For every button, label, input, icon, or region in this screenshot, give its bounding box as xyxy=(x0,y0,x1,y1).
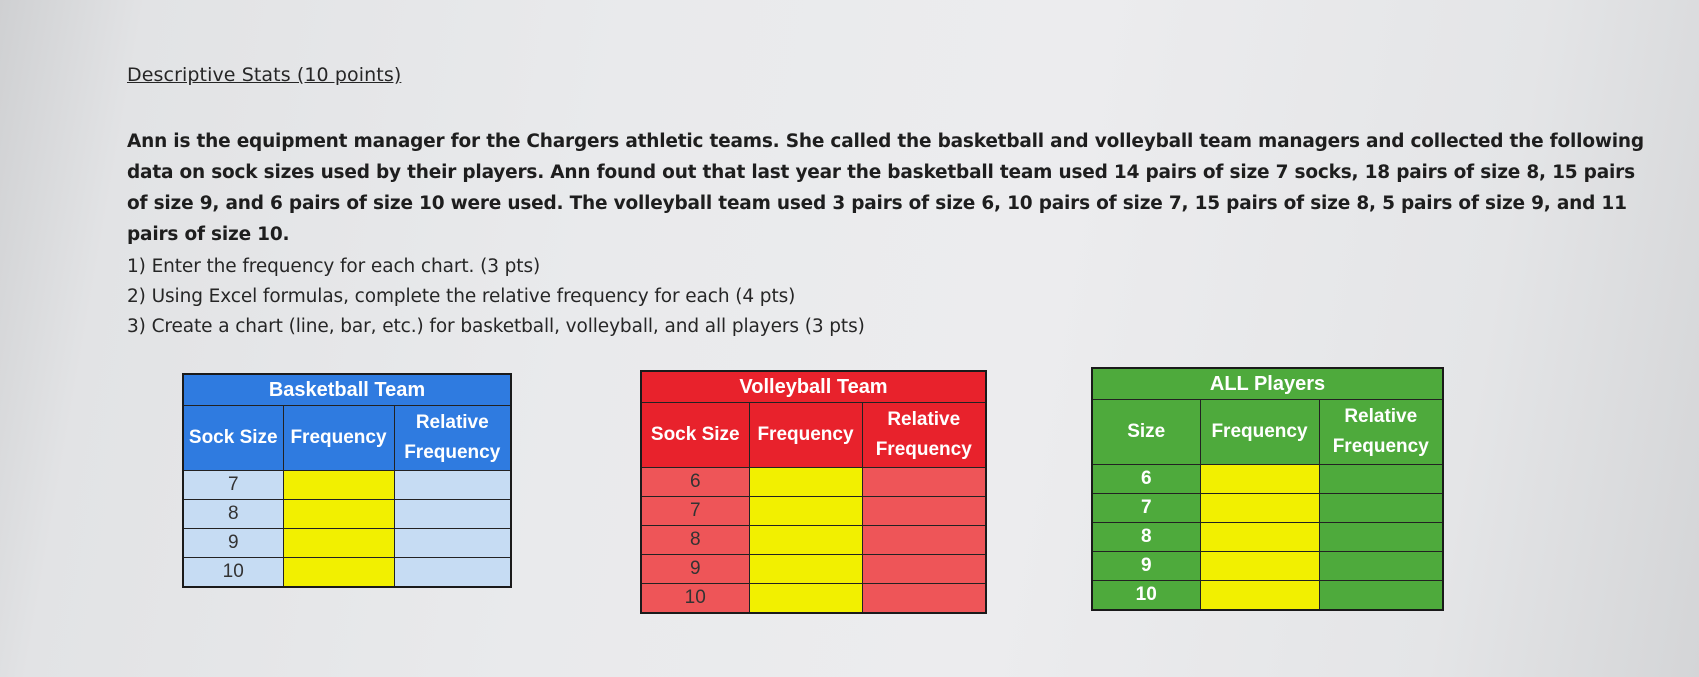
all-players-table xyxy=(1091,367,1444,611)
col-header-frequency: Frequency xyxy=(1200,400,1319,465)
table-row xyxy=(641,584,986,614)
size-cell: 8 xyxy=(183,500,283,529)
col-header-sock-size: Sock Size xyxy=(183,406,283,471)
relative-frequency-cell[interactable] xyxy=(1319,494,1443,523)
frequency-cell[interactable] xyxy=(749,468,862,497)
relative-frequency-cell[interactable] xyxy=(862,468,986,497)
size-cell: 10 xyxy=(183,558,283,588)
table-row xyxy=(1092,494,1443,523)
frequency-cell[interactable] xyxy=(1200,581,1319,611)
size-cell: 6 xyxy=(641,468,749,497)
table-row xyxy=(183,529,511,558)
frequency-cell[interactable] xyxy=(283,500,394,529)
col-header-frequency: Frequency xyxy=(283,406,394,471)
frequency-cell[interactable] xyxy=(1200,494,1319,523)
col-header-relative-frequency xyxy=(1319,400,1443,465)
size-cell: 6 xyxy=(1092,465,1200,494)
table-row xyxy=(641,555,986,584)
header-line: Relative xyxy=(415,412,489,433)
frequency-cell[interactable] xyxy=(749,497,862,526)
col-header-size: Size xyxy=(1092,400,1200,465)
table-title: Basketball Team xyxy=(183,374,511,406)
size-cell: 7 xyxy=(1092,494,1200,523)
size-cell: 9 xyxy=(1092,552,1200,581)
page-heading: Descriptive Stats (10 points) xyxy=(127,64,402,86)
frequency-cell[interactable] xyxy=(749,526,862,555)
table-row xyxy=(641,468,986,497)
table-row xyxy=(1092,465,1443,494)
relative-frequency-cell[interactable] xyxy=(862,555,986,584)
table-row xyxy=(641,526,986,555)
table-row xyxy=(1092,552,1443,581)
table-row xyxy=(1092,523,1443,552)
col-header-relative-frequency xyxy=(862,403,986,468)
table-row xyxy=(641,497,986,526)
size-cell: 8 xyxy=(1092,523,1200,552)
size-cell: 7 xyxy=(641,497,749,526)
frequency-cell[interactable] xyxy=(1200,523,1319,552)
size-cell: 10 xyxy=(1092,581,1200,611)
size-cell: 9 xyxy=(183,529,283,558)
task-list xyxy=(127,252,865,342)
basketball-table xyxy=(182,373,512,588)
header-line: Frequency xyxy=(875,439,972,460)
col-header-sock-size: Sock Size xyxy=(641,403,749,468)
relative-frequency-cell[interactable] xyxy=(394,500,511,529)
relative-frequency-cell[interactable] xyxy=(394,471,511,500)
table-title: Volleyball Team xyxy=(641,371,986,403)
frequency-cell[interactable] xyxy=(749,555,862,584)
size-cell: 7 xyxy=(183,471,283,500)
relative-frequency-cell[interactable] xyxy=(1319,581,1443,611)
frequency-cell[interactable] xyxy=(283,529,394,558)
size-cell: 9 xyxy=(641,555,749,584)
header-line: Frequency xyxy=(1332,436,1429,457)
relative-frequency-cell[interactable] xyxy=(862,584,986,614)
relative-frequency-cell[interactable] xyxy=(1319,465,1443,494)
relative-frequency-cell[interactable] xyxy=(862,526,986,555)
col-header-relative-frequency xyxy=(394,406,511,471)
task-item: 1) Enter the frequency for each chart. (3 pts) xyxy=(127,256,541,277)
task-item: 2) Using Excel formulas, complete the relative frequency for each (4 pts) xyxy=(127,286,796,307)
problem-paragraph: Ann is the equipment manager for the Chargers athletic teams. She called the basketball and volleyball team managers and collected the following data on sock sizes used by their players. Ann found out that last year the basketball team used 14 pairs of size 7 socks, 18 pairs of size 8, 15 pairs of size 9, and 6 pairs of size 10 were used. The volleyball team used 3 pairs of size 6, 10 pairs of size 7, 15 pairs of size 8, 5 pairs of size 9, and 11 pairs of size 10. xyxy=(127,131,1644,245)
size-cell: 8 xyxy=(641,526,749,555)
relative-frequency-cell[interactable] xyxy=(862,497,986,526)
task-item: 3) Create a chart (line, bar, etc.) for basketball, volleyball, and all players (3 pts) xyxy=(127,316,865,337)
table-row xyxy=(1092,581,1443,611)
header-line: Frequency xyxy=(404,442,501,463)
table-row xyxy=(183,500,511,529)
size-cell: 10 xyxy=(641,584,749,614)
frequency-cell[interactable] xyxy=(283,471,394,500)
table-title: ALL Players xyxy=(1092,368,1443,400)
header-line: Relative xyxy=(1344,406,1418,427)
frequency-cell[interactable] xyxy=(749,584,862,614)
relative-frequency-cell[interactable] xyxy=(1319,523,1443,552)
relative-frequency-cell[interactable] xyxy=(394,558,511,588)
col-header-frequency: Frequency xyxy=(749,403,862,468)
frequency-cell[interactable] xyxy=(283,558,394,588)
table-row xyxy=(183,558,511,588)
table-row xyxy=(183,471,511,500)
frequency-cell[interactable] xyxy=(1200,465,1319,494)
relative-frequency-cell[interactable] xyxy=(1319,552,1443,581)
frequency-cell[interactable] xyxy=(1200,552,1319,581)
relative-frequency-cell[interactable] xyxy=(394,529,511,558)
header-line: Relative xyxy=(887,409,961,430)
volleyball-table xyxy=(640,370,987,614)
